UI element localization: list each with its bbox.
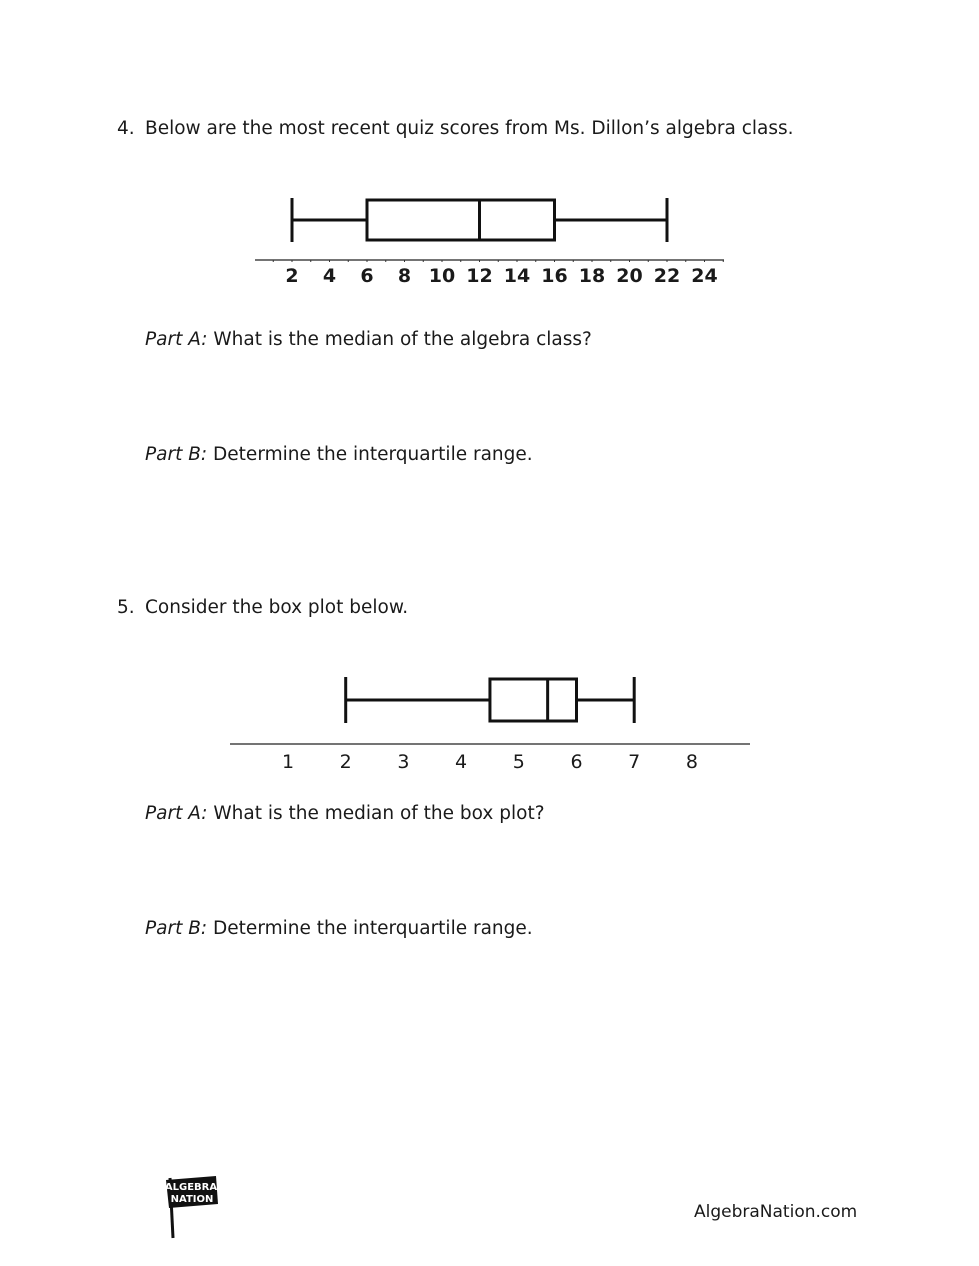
logo-text-line1: ALGEBRA bbox=[164, 1182, 218, 1193]
part-a-text: What is the median of the box plot? bbox=[207, 803, 545, 824]
box-iqr bbox=[490, 679, 577, 721]
tick-label: 5 bbox=[512, 751, 525, 773]
tick-label: 2 bbox=[285, 265, 299, 287]
algebra-nation-logo bbox=[158, 1172, 228, 1242]
tick-label: 4 bbox=[455, 751, 468, 773]
tick-label: 8 bbox=[397, 265, 412, 287]
tick-label: 6 bbox=[570, 751, 583, 773]
tick-label: 18 bbox=[578, 265, 606, 287]
tick-label: 3 bbox=[397, 751, 410, 773]
tick-label: 12 bbox=[466, 265, 493, 287]
tick-label: 22 bbox=[653, 265, 681, 287]
box-plot-values bbox=[0, 660, 979, 780]
question-5-number: 5. bbox=[117, 597, 135, 618]
question-4-text: Below are the most recent quiz scores from Ms. Dillon’s algebra class. bbox=[145, 118, 794, 139]
box-plot-quiz-scores bbox=[0, 180, 979, 300]
part-b-label: Part B: bbox=[145, 918, 208, 939]
tick-label: 14 bbox=[503, 265, 531, 287]
tick-label: 4 bbox=[322, 265, 337, 287]
tick-label: 7 bbox=[628, 751, 641, 773]
part-b-label: Part B: bbox=[145, 444, 208, 465]
tick-label: 10 bbox=[428, 265, 456, 287]
tick-label: 16 bbox=[541, 265, 568, 287]
question-5-part-a bbox=[145, 803, 545, 824]
tick-label: 1 bbox=[281, 751, 295, 773]
question-5-prompt bbox=[117, 597, 408, 618]
footer-url: AlgebraNation.com bbox=[694, 1202, 858, 1222]
part-b-text: Determine the interquartile range. bbox=[207, 918, 533, 939]
tick-label: 20 bbox=[616, 265, 643, 287]
tick-label: 8 bbox=[685, 751, 698, 773]
question-4-part-b bbox=[145, 444, 533, 465]
question-4-number: 4. bbox=[117, 118, 135, 139]
question-5-part-b bbox=[145, 918, 533, 939]
part-a-text: What is the median of the algebra class? bbox=[207, 329, 592, 350]
box-iqr bbox=[367, 200, 555, 240]
tick-label: 24 bbox=[691, 265, 718, 287]
question-5-text: Consider the box plot below. bbox=[145, 597, 409, 618]
tick-label: 2 bbox=[339, 751, 352, 773]
part-b-text: Determine the interquartile range. bbox=[207, 444, 533, 465]
question-4-prompt bbox=[117, 118, 794, 139]
part-a-label: Part A: bbox=[145, 803, 208, 824]
question-4-part-a bbox=[145, 329, 592, 350]
part-a-label: Part A: bbox=[145, 329, 208, 350]
tick-label: 6 bbox=[360, 265, 374, 287]
logo-text-line2: NATION bbox=[170, 1194, 214, 1205]
